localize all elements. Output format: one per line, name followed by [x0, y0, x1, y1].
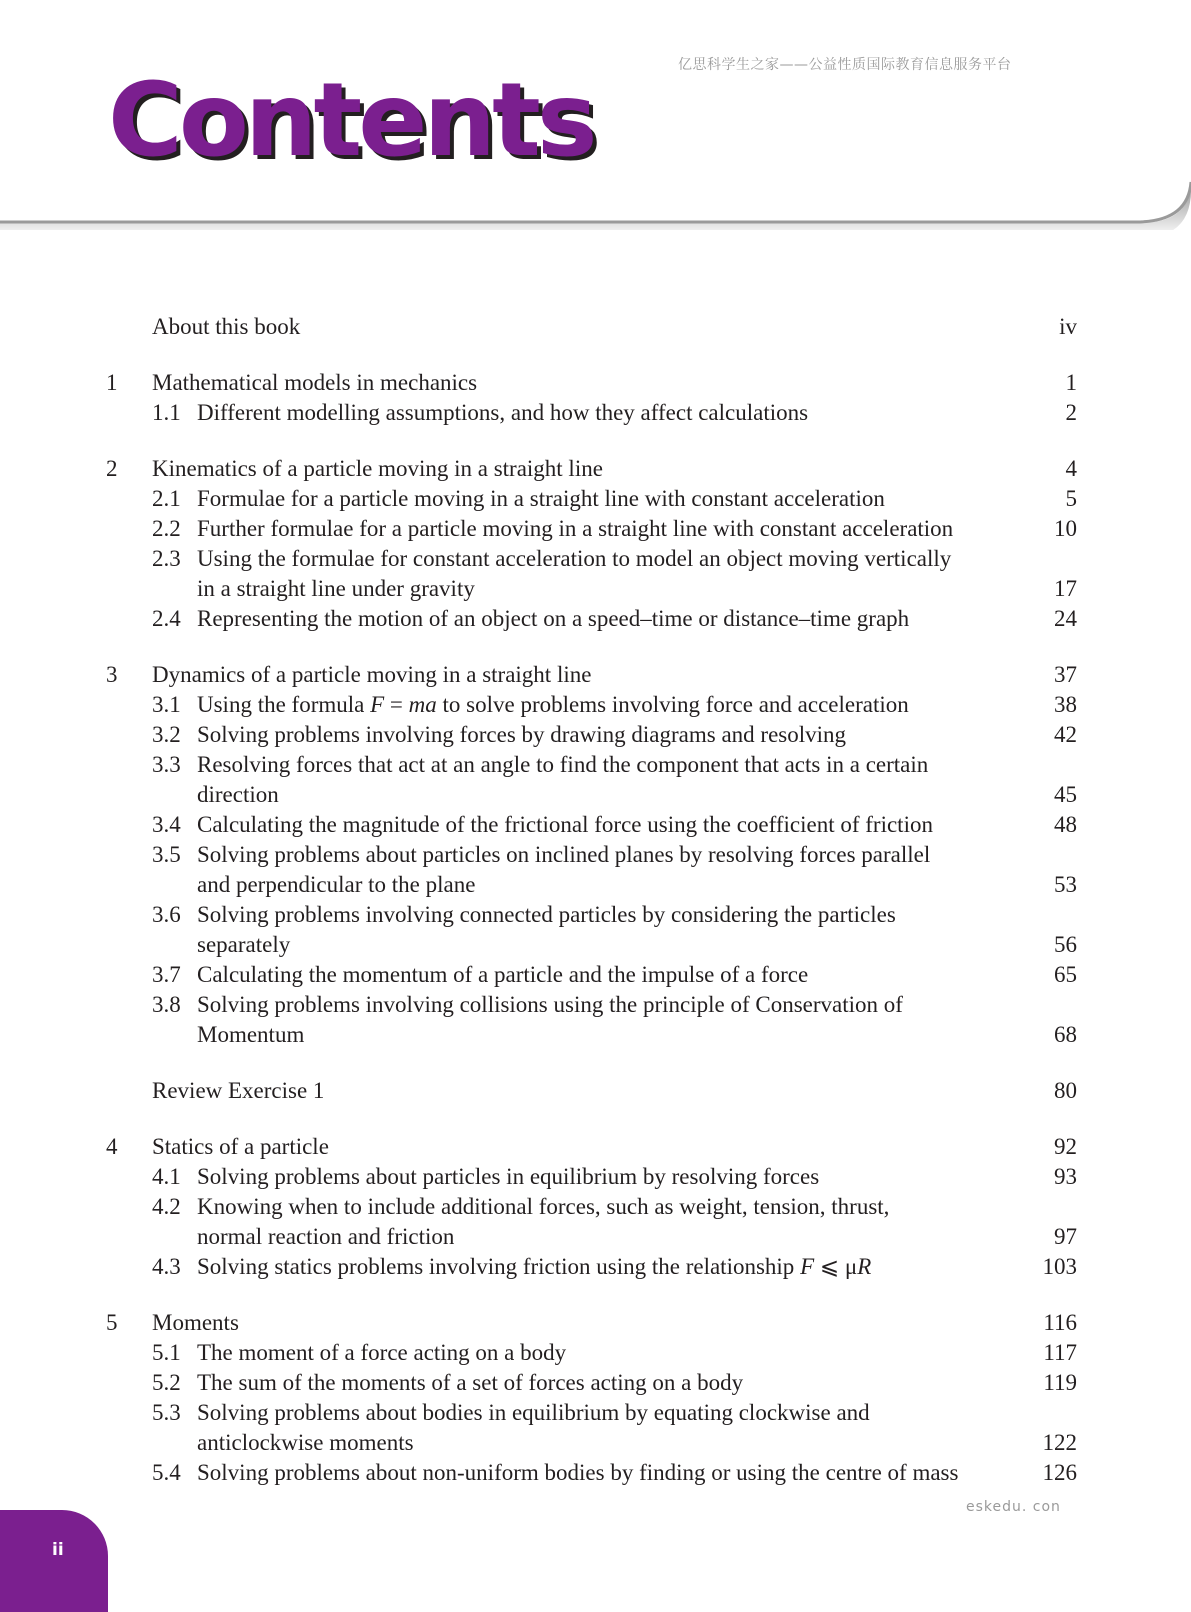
- section-number: 4.1: [152, 1164, 181, 1189]
- toc-page-number: 5: [1065, 486, 1077, 511]
- toc-page-number: 117: [1043, 1340, 1077, 1365]
- toc-entry-text: normal reaction and friction: [197, 1224, 455, 1249]
- toc-section-3-2[interactable]: [0, 720, 1191, 750]
- toc-section-2-2[interactable]: [0, 514, 1191, 544]
- watermark-bottom: eskedu. con: [966, 1499, 1061, 1515]
- toc-section-3-8[interactable]: [0, 990, 1191, 1020]
- section-number: 1.1: [152, 400, 181, 425]
- section-number: 2.1: [152, 486, 181, 511]
- toc-page-number: 56: [1054, 932, 1077, 957]
- toc-section-2-4[interactable]: [0, 604, 1191, 634]
- section-number: 3.7: [152, 962, 181, 987]
- toc-page-number: 92: [1054, 1134, 1077, 1159]
- toc-section-1-1[interactable]: [0, 398, 1191, 428]
- toc-page-number: 119: [1043, 1370, 1077, 1395]
- toc-page-number: 2: [1065, 400, 1077, 425]
- toc-section-2-1[interactable]: [0, 484, 1191, 514]
- toc-entry-text: Calculating the momentum of a particle and the impulse of a force: [197, 962, 809, 987]
- toc-entry-text: direction: [197, 782, 279, 807]
- toc-section-5-3-cont[interactable]: [0, 1428, 1191, 1458]
- toc-entry-text: Knowing when to include additional forces, such as weight, tension, thrust,: [197, 1194, 890, 1219]
- toc-section-3-4[interactable]: [0, 810, 1191, 840]
- toc-entry-text: Mathematical models in mechanics: [152, 370, 478, 395]
- toc-entry-text: Solving problems about bodies in equilibrium by equating clockwise and: [197, 1400, 870, 1425]
- toc-entry-about[interactable]: [0, 312, 1191, 342]
- section-number: 3.3: [152, 752, 181, 777]
- toc-page-number: 45: [1054, 782, 1077, 807]
- toc-entry-text: Resolving forces that act at an angle to find the component that acts in a certain: [197, 752, 929, 777]
- toc-entry-text: in a straight line under gravity: [197, 576, 475, 601]
- toc-section-5-2[interactable]: [0, 1368, 1191, 1398]
- toc-section-2-3[interactable]: [0, 544, 1191, 574]
- section-number: 3.5: [152, 842, 181, 867]
- section-number: 2.4: [152, 606, 181, 631]
- toc-section-3-6-cont[interactable]: [0, 930, 1191, 960]
- toc-page-number: 122: [1042, 1430, 1077, 1455]
- toc-page-number: 24: [1054, 606, 1077, 631]
- toc-entry-text: Further formulae for a particle moving in a straight line with constant acceleration: [197, 516, 954, 541]
- toc-section-3-3[interactable]: [0, 750, 1191, 780]
- section-number: 5.4: [152, 1460, 181, 1485]
- chapter-number: 4: [106, 1134, 118, 1159]
- chapter-number: 3: [106, 662, 118, 687]
- toc-page-number: 48: [1054, 812, 1077, 837]
- section-number: 5.1: [152, 1340, 181, 1365]
- page-title: Contents: [108, 61, 594, 180]
- toc-entry-review-exercise-1[interactable]: [0, 1076, 1191, 1106]
- chapter-number: 1: [106, 370, 118, 395]
- watermark-top: 亿思科学生之家——公益性质国际教育信息服务平台: [678, 57, 1012, 73]
- toc-chapter-2[interactable]: [0, 454, 1191, 484]
- toc-section-3-3-cont[interactable]: [0, 780, 1191, 810]
- toc-chapter-1[interactable]: [0, 368, 1191, 398]
- chapter-number: 2: [106, 456, 118, 481]
- toc-entry-text: separately: [197, 932, 291, 957]
- toc-entry-text: Formulae for a particle moving in a straight line with constant acceleration: [197, 486, 885, 511]
- toc-entry-text: The sum of the moments of a set of forces acting on a body: [197, 1370, 744, 1395]
- section-number: 4.3: [152, 1254, 181, 1279]
- toc-entry-text: Using the formula F = ma to solve problems involving force and acceleration: [197, 692, 909, 717]
- toc-entry-text: Solving problems about non-uniform bodies by finding or using the centre of mass: [197, 1460, 959, 1485]
- toc-entry-text: Kinematics of a particle moving in a straight line: [152, 456, 603, 481]
- toc-entry-text: Solving problems involving forces by drawing diagrams and resolving: [197, 722, 847, 747]
- toc-page-number: 38: [1054, 692, 1077, 717]
- section-number: 3.1: [152, 692, 181, 717]
- page-number: ii: [52, 1540, 64, 1560]
- section-number: 5.2: [152, 1370, 181, 1395]
- toc-page-number: 93: [1054, 1164, 1077, 1189]
- toc-section-4-2[interactable]: [0, 1192, 1191, 1222]
- toc-section-3-5[interactable]: [0, 840, 1191, 870]
- toc-section-4-2-cont[interactable]: [0, 1222, 1191, 1252]
- toc-section-3-8-cont[interactable]: [0, 1020, 1191, 1050]
- section-number: 3.8: [152, 992, 181, 1017]
- toc-page-number: 97: [1054, 1224, 1077, 1249]
- chapter-number: 5: [106, 1310, 118, 1335]
- toc-section-4-1[interactable]: [0, 1162, 1191, 1192]
- toc-page-number: 116: [1043, 1310, 1077, 1335]
- toc-entry-text: The moment of a force acting on a body: [197, 1340, 567, 1365]
- toc-page-number: 80: [1054, 1078, 1077, 1103]
- toc-entry-text: Momentum: [197, 1022, 305, 1047]
- toc-entry-text: Solving problems about particles on inclined planes by resolving forces parallel: [197, 842, 931, 867]
- toc-page-number: 4: [1065, 456, 1077, 481]
- toc-entry-text: Statics of a particle: [152, 1134, 329, 1159]
- toc-section-3-7[interactable]: [0, 960, 1191, 990]
- section-number: 3.6: [152, 902, 181, 927]
- toc-entry-text: Moments: [152, 1310, 239, 1335]
- toc-section-3-5-cont[interactable]: [0, 870, 1191, 900]
- toc-entry-text: Using the formulae for constant acceleration to model an object moving vertically: [197, 546, 952, 571]
- toc-page-number: 68: [1054, 1022, 1077, 1047]
- section-number: 3.4: [152, 812, 181, 837]
- toc-entry-text: About this book: [152, 314, 301, 339]
- toc-section-5-3[interactable]: [0, 1398, 1191, 1428]
- toc-chapter-3[interactable]: [0, 660, 1191, 690]
- toc-page-number: 10: [1054, 516, 1077, 541]
- toc-page-number: 42: [1054, 722, 1077, 747]
- toc-entry-text: Review Exercise 1: [152, 1078, 325, 1103]
- toc-entry-text: Calculating the magnitude of the frictional force using the coefficient of friction: [197, 812, 933, 837]
- toc-entry-text: Solving statics problems involving friction using the relationship F ⩽ μR: [197, 1254, 872, 1279]
- toc-section-3-6[interactable]: [0, 900, 1191, 930]
- toc-chapter-4[interactable]: [0, 1132, 1191, 1162]
- toc-entry-text: Dynamics of a particle moving in a straight line: [152, 662, 592, 687]
- toc-page-number: 103: [1042, 1254, 1077, 1279]
- toc-section-2-3-cont[interactable]: [0, 574, 1191, 604]
- section-number: 5.3: [152, 1400, 181, 1425]
- toc-page-number: iv: [1059, 314, 1077, 339]
- toc-page-number: 1: [1065, 370, 1077, 395]
- toc-page-number: 65: [1054, 962, 1077, 987]
- toc-entry-text: anticlockwise moments: [197, 1430, 414, 1455]
- toc-chapter-5[interactable]: [0, 1308, 1191, 1338]
- toc-entry-text: Solving problems involving connected particles by considering the particles: [197, 902, 896, 927]
- section-number: 2.3: [152, 546, 181, 571]
- section-number: 3.2: [152, 722, 181, 747]
- toc-section-5-1[interactable]: [0, 1338, 1191, 1368]
- page-number-tab: [0, 1510, 108, 1612]
- toc-page-number: 17: [1054, 576, 1077, 601]
- toc-entry-text: and perpendicular to the plane: [197, 872, 476, 897]
- toc-page-number: 53: [1054, 872, 1077, 897]
- section-number: 4.2: [152, 1194, 181, 1219]
- toc-section-3-1[interactable]: [0, 690, 1191, 720]
- section-number: 2.2: [152, 516, 181, 541]
- toc-entry-text: Different modelling assumptions, and how they affect calculations: [197, 400, 809, 425]
- toc-entry-text: Solving problems about particles in equilibrium by resolving forces: [197, 1164, 820, 1189]
- toc-section-5-4[interactable]: [0, 1458, 1191, 1488]
- toc-page-number: 126: [1042, 1460, 1077, 1485]
- toc-entry-text: Representing the motion of an object on a speed–time or distance–time graph: [197, 606, 910, 631]
- toc-section-4-3[interactable]: [0, 1252, 1191, 1282]
- toc-page-number: 37: [1054, 662, 1077, 687]
- toc-entry-text: Solving problems involving collisions using the principle of Conservation of: [197, 992, 903, 1017]
